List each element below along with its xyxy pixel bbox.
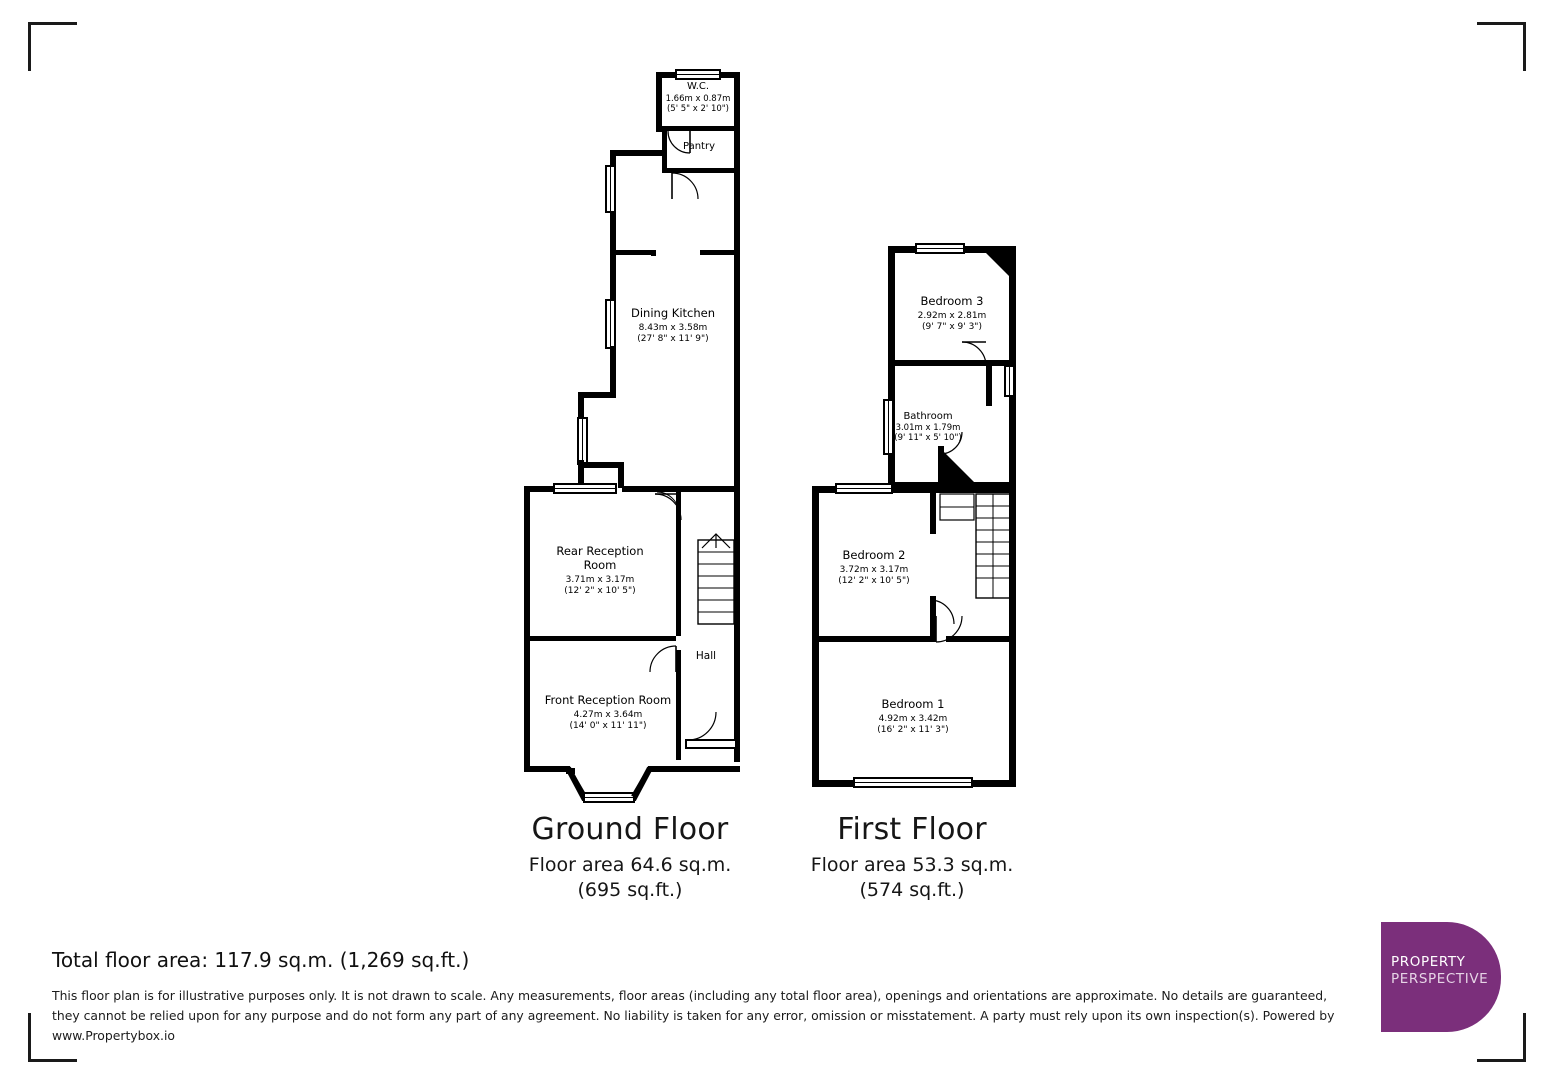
first-floor-area-metric: Floor area 53.3 sq.m.	[810, 854, 1014, 876]
label-front-reception-room	[545, 693, 671, 731]
ground-floor-plan	[524, 70, 740, 802]
total-floor-area: Total floor area: 117.9 sq.m. (1,269 sq.ft.)	[52, 948, 470, 972]
label-bathroom	[894, 411, 961, 443]
room-dim-imperial: (14' 0" x 11' 11")	[569, 721, 647, 731]
room-name: Bedroom 2	[842, 548, 906, 562]
room-dim-metric: 4.27m x 3.64m	[573, 710, 643, 720]
room-name-line2: Room	[583, 558, 617, 572]
logo-line-2: PERSPECTIVE	[1391, 971, 1489, 988]
ground-floor-area-imperial: (695 sq.ft.)	[577, 879, 683, 902]
room-dim-imperial: (5' 5" x 2' 10")	[666, 104, 730, 114]
first-floor-title: First Floor	[837, 812, 987, 847]
room-name: W.C.	[686, 81, 710, 92]
first-floor-plan	[812, 244, 1016, 787]
room-dim-imperial: (16' 2" x 11' 3")	[877, 725, 949, 735]
label-hall	[696, 650, 716, 662]
logo-text	[1391, 954, 1488, 989]
label-dining-kitchen	[631, 306, 715, 344]
room-dim-imperial: (12' 2" x 10' 5")	[564, 586, 636, 596]
room-dim-metric: 1.66m x 0.87m	[665, 94, 731, 104]
ground-floor-area-metric: Floor area 64.6 sq.m.	[528, 854, 732, 876]
room-dim-imperial: (9' 11" x 5' 10")	[894, 433, 962, 443]
room-name: Pantry	[683, 141, 715, 152]
room-dim-metric: 3.01m x 1.79m	[895, 423, 961, 433]
logo-line-1: PROPERTY	[1391, 954, 1466, 970]
disclaimer-text: This floor plan is for illustrative purposes only. It is not drawn to scale. Any measurements, floor areas (including any total floor area), openings and orientations are approximate. No details are guaranteed, they cannot be relied upon for any purpose and do not form any part of any agreement. No liability is taken for any error, omission or misstatement. A party must rely upon its own inspection(s). Powered by www.Propertybox.io	[52, 988, 1335, 1044]
room-dim-metric: 3.71m x 3.17m	[565, 575, 635, 585]
room-dim-metric: 2.92m x 2.81m	[917, 311, 987, 321]
room-dim-metric: 8.43m x 3.58m	[638, 323, 708, 333]
room-dim-imperial: (12' 2" x 10' 5")	[838, 576, 910, 586]
label-bedroom-1	[877, 697, 948, 735]
room-dim-imperial: (9' 7" x 9' 3")	[922, 322, 982, 332]
room-dim-imperial: (27' 8" x 11' 9")	[637, 334, 709, 344]
label-rear-reception-room	[556, 544, 643, 596]
first-floor-staircase	[940, 494, 1010, 598]
room-name: Hall	[695, 650, 717, 662]
first-floor-area-imperial: (574 sq.ft.)	[859, 879, 965, 902]
first-floor-caption	[712, 812, 1112, 903]
room-name: Dining Kitchen	[631, 306, 715, 320]
label-pantry	[683, 141, 715, 152]
ground-floor-title: Ground Floor	[531, 812, 729, 847]
ground-staircase	[698, 534, 734, 624]
label-bedroom-3	[918, 294, 987, 332]
room-dim-metric: 4.92m x 3.42m	[878, 714, 948, 724]
room-dim-metric: 3.72m x 3.17m	[839, 565, 909, 575]
room-name: Bathroom	[903, 411, 953, 422]
room-name-line1: Rear Reception	[556, 544, 644, 558]
room-name: Bedroom 3	[920, 294, 984, 308]
room-name: Bedroom 1	[881, 697, 945, 711]
label-wc	[666, 81, 731, 114]
room-name: Front Reception Room	[544, 693, 672, 707]
property-perspective-logo	[1381, 922, 1501, 1032]
label-bedroom-2	[838, 548, 909, 586]
